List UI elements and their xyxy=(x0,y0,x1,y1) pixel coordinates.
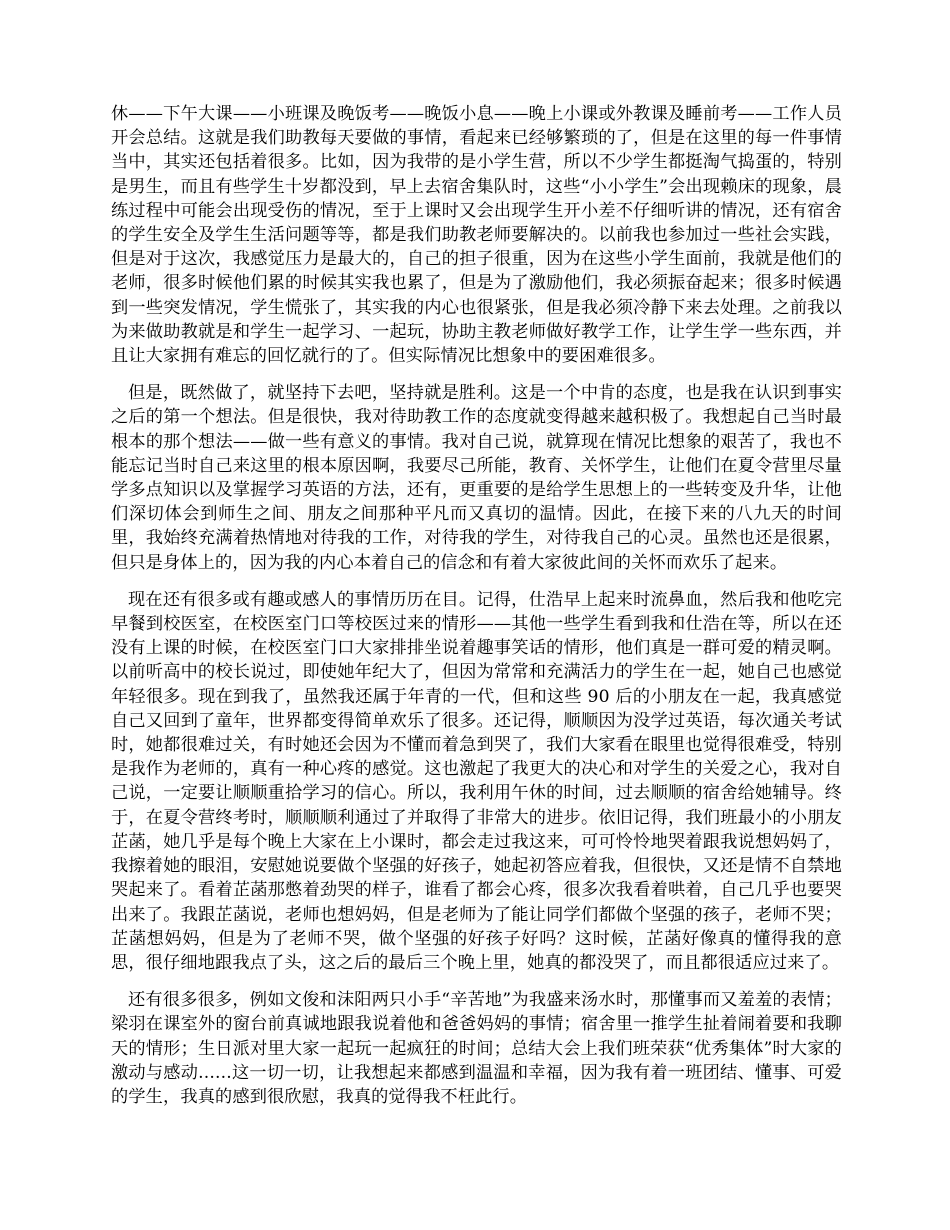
document-body xyxy=(111,102,842,1122)
paragraph-continued: 休——下午大课——小班课及晚饭考——晚饭小息——晚上小课或外教课及睡前考——工作人员开会总结。这就是我们助教每天要做的事情，看起来已经够繁琐的了，但是在这里的每一件事情当中，其实还包括着很多。比如，因为我带的是小学生营，所以不少学生都挺淘气捣蛋的，特别是男生，而且有些学生十岁都没到，早上去宿舍集队时，这些“小小学生”会出现赖床的现象，晨练过程中可能会出现受伤的情况，至于上课时又会出现学生开小差不仔细听讲的情况，还有宿舍的学生安全及学生生活问题等等，都是我们助教老师要解决的。以前我也参加过一些社会实践，但是对于这次，我感觉压力是最大的，自己的担子很重，因为在这些小学生面前，我就是他们的老师，很多时候他们累的时候其实我也累了，但是为了激励他们，我必须振奋起来；很多时候遇到一些突发情况，学生慌张了，其实我的内心也很紧张，但是我必须冷静下来去处理。之前我以为来做助教就是和学生一起学习、一起玩，协助主教老师做好教学工作，让学生学一些东西，并且让大家拥有难忘的回忆就行的了。但实际情况比想象中的要困难很多。 xyxy=(111,104,842,367)
paragraph: 但是，既然做了，就坚持下去吧，坚持就是胜利。这是一个中肯的态度，也是我在认识到事实之后的第一个想法。但是很快，我对待助教工作的态度就变得越来越积极了。我想起自己当时最根本的那个想法——做一些有意义的事情。我对自己说，就算现在情况比想象的艰苦了，我也不能忘记当时自己来这里的根本原因啊，我要尽己所能，教育、关怀学生，让他们在夏令营里尽量学多点知识以及掌握学习英语的方法，还有，更重要的是给学生思想上的一些转变及升华，让他们深切体会到师生之间、朋友之间那种平凡而又真切的温情。因此，在接下来的八九天的时间里，我始终充满着热情地对待我的工作，对待我的学生，对待我自己的心灵。虽然也还是很累，但只是身体上的，因为我的内心本着自己的信念和有着大家彼此间的关怀而欢乐了起来。 xyxy=(111,383,842,573)
paragraph: 现在还有很多或有趣或感人的事情历历在目。记得，仕浩早上起来时流鼻血，然后我和他吃完早餐到校医室，在校医室门口等校医过来的情形——其他一些学生看到我和仕浩在等，所以在还没有上课的时候，在校医室门口大家排排坐说着趣事笑话的情形，他们真是一群可爱的精灵啊。以前听高中的校长说过，即使她年纪大了，但因为常常和充满活力的学生在一起，她自己也感觉年轻很多。现在到我了，虽然我还属于年青的一代，但和这些 90 后的小朋友在一起，我真感觉自己又回到了童年，世界都变得简单欢乐了很多。还记得，顺顺因为没学过英语，每次通关考试时，她都很难过关，有时她还会因为不懂而着急到哭了，我们大家看在眼里也觉得很难受，特别是我作为老师的，真有一种心疼的感觉。这也激起了我更大的决心和对学生的关爱之心，我对自己说，一定要让顺顺重拾学习的信心。所以，我利用午休的时间，过去顺顺的宿舍给她辅导。终于，在夏令营终考时，顺顺顺利通过了并取得了非常大的进步。依旧记得，我们班最小的小朋友芷菡，她几乎是每个晚上大家在上小课时，都会走过我这来，可可怜怜地哭着跟我说想妈妈了，我擦着她的眼泪，安慰她说要做个坚强的好孩子，她起初答应着我，但很快，又还是情不自禁地哭起来了。看着芷菡那憋着劲哭的样子，谁看了都会心疼，很多次我看着哄着，自己几乎也要哭出来了。我跟芷菡说，老师也想妈妈，但是老师为了能让同学们都做个坚强的孩子，老师不哭；芷菡想妈妈，但是为了老师不哭，做个坚强的好孩子好吗？这时候，芷菡好像真的懂得我的意思，很仔细地跟我点了头，这之后的最后三个晚上里，她真的都没哭了，而且都很适应过来了。 xyxy=(111,589,842,973)
paragraph: 还有很多很多，例如文俊和沫阳两只小手“辛苦地”为我盛来汤水时，那懂事而又羞羞的表情；梁羽在课室外的窗台前真诚地跟我说着他和爸爸妈妈的事情；宿舍里一推学生扯着闹着要和我聊天的情形；生日派对里大家一起玩一起疯狂的时间；总结大会上我们班荣获“优秀集体”时大家的激动与感动......这一切一切，让我想起来都感到温温和幸福，因为我有着一班团结、懂事、可爱的学生，我真的感到很欣慰，我真的觉得我不枉此行。 xyxy=(111,990,842,1107)
